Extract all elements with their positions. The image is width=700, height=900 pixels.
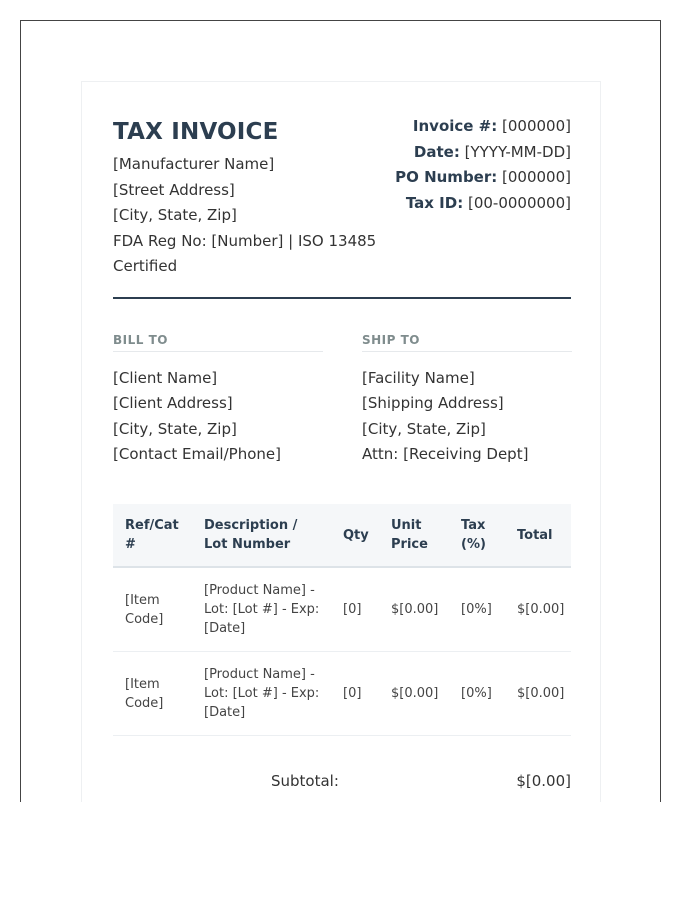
ship-to-line: [Shipping Address] — [362, 394, 504, 413]
invoice-number-value: [000000] — [502, 117, 571, 135]
bill-to-line: [City, State, Zip] — [113, 419, 237, 438]
ship-to-line: [City, State, Zip] — [362, 419, 486, 438]
cell-tax: [0%] — [449, 567, 505, 652]
header-divider — [113, 297, 571, 299]
manufacturer-name: [Manufacturer Name] — [113, 155, 275, 173]
invoice-number-label: Invoice #: — [412, 117, 498, 135]
column-header-ref: Ref/Cat # — [113, 504, 192, 567]
column-header-description: Description / Lot Number — [192, 504, 331, 567]
bill-to-line: [Contact Email/Phone] — [113, 445, 281, 464]
tax-id-line — [371, 191, 571, 217]
invoice-meta — [371, 114, 571, 216]
cell-description: [Product Name] - Lot: [Lot #] - Exp: [Date] — [192, 652, 331, 736]
cell-total: $[0.00] — [505, 567, 571, 652]
manufacturer-city: [City, State, Zip] — [113, 206, 237, 225]
cell-tax: [0%] — [449, 652, 505, 736]
table-header-row — [113, 504, 571, 567]
table-row — [113, 567, 571, 652]
invoice-date-line — [371, 140, 571, 166]
manufacturer-block — [113, 152, 383, 280]
line-items-table — [113, 504, 571, 736]
po-number-label: PO Number: — [395, 168, 498, 187]
bill-to-line: [Client Address] — [113, 394, 233, 413]
po-number-value: [000000] — [502, 168, 571, 187]
cell-description: [Product Name] - Lot: [Lot #] - Exp: [Date] — [192, 567, 331, 652]
bill-to-label: BILL TO — [113, 332, 323, 352]
tax-id-label: Tax ID: — [405, 193, 464, 212]
cell-unit-price: $[0.00] — [379, 652, 449, 736]
ship-to-label: SHIP TO — [362, 332, 572, 352]
column-header-qty: Qty — [331, 504, 379, 567]
cell-ref: [Item Code] — [113, 652, 192, 736]
cell-total: $[0.00] — [505, 652, 571, 736]
cell-qty: [0] — [331, 652, 379, 736]
invoice-number-line — [371, 114, 571, 140]
column-header-unit-price: Unit Price — [379, 504, 449, 567]
subtotal-label: Subtotal: — [271, 772, 339, 790]
cell-ref: [Item Code] — [113, 567, 192, 652]
invoice-sheet — [81, 81, 601, 802]
ship-to-line: [Facility Name] — [362, 369, 475, 387]
cell-unit-price: $[0.00] — [379, 567, 449, 652]
po-number-line — [371, 165, 571, 191]
column-header-total: Total — [505, 504, 571, 567]
invoice-date-value: [YYYY-MM-DD] — [464, 142, 571, 161]
ship-to-block — [362, 332, 572, 468]
subtotal-value: $[0.00] — [516, 772, 571, 790]
column-header-tax: Tax (%) — [449, 504, 505, 567]
cell-qty: [0] — [331, 567, 379, 652]
bill-to-line: [Client Name] — [113, 369, 218, 387]
manufacturer-street: [Street Address] — [113, 180, 235, 199]
invoice-date-label: Date: — [413, 142, 460, 161]
bill-to-block — [113, 332, 323, 468]
ship-to-lines — [362, 366, 572, 468]
page-frame — [20, 20, 661, 802]
ship-to-line: Attn: [Receiving Dept] — [362, 445, 529, 464]
table-row — [113, 652, 571, 736]
bill-to-lines — [113, 366, 323, 468]
invoice-title: TAX INVOICE — [113, 119, 279, 145]
manufacturer-registration: FDA Reg No: [Number] | ISO 13485 Certified — [113, 231, 377, 276]
tax-id-value: [00-0000000] — [467, 193, 571, 212]
